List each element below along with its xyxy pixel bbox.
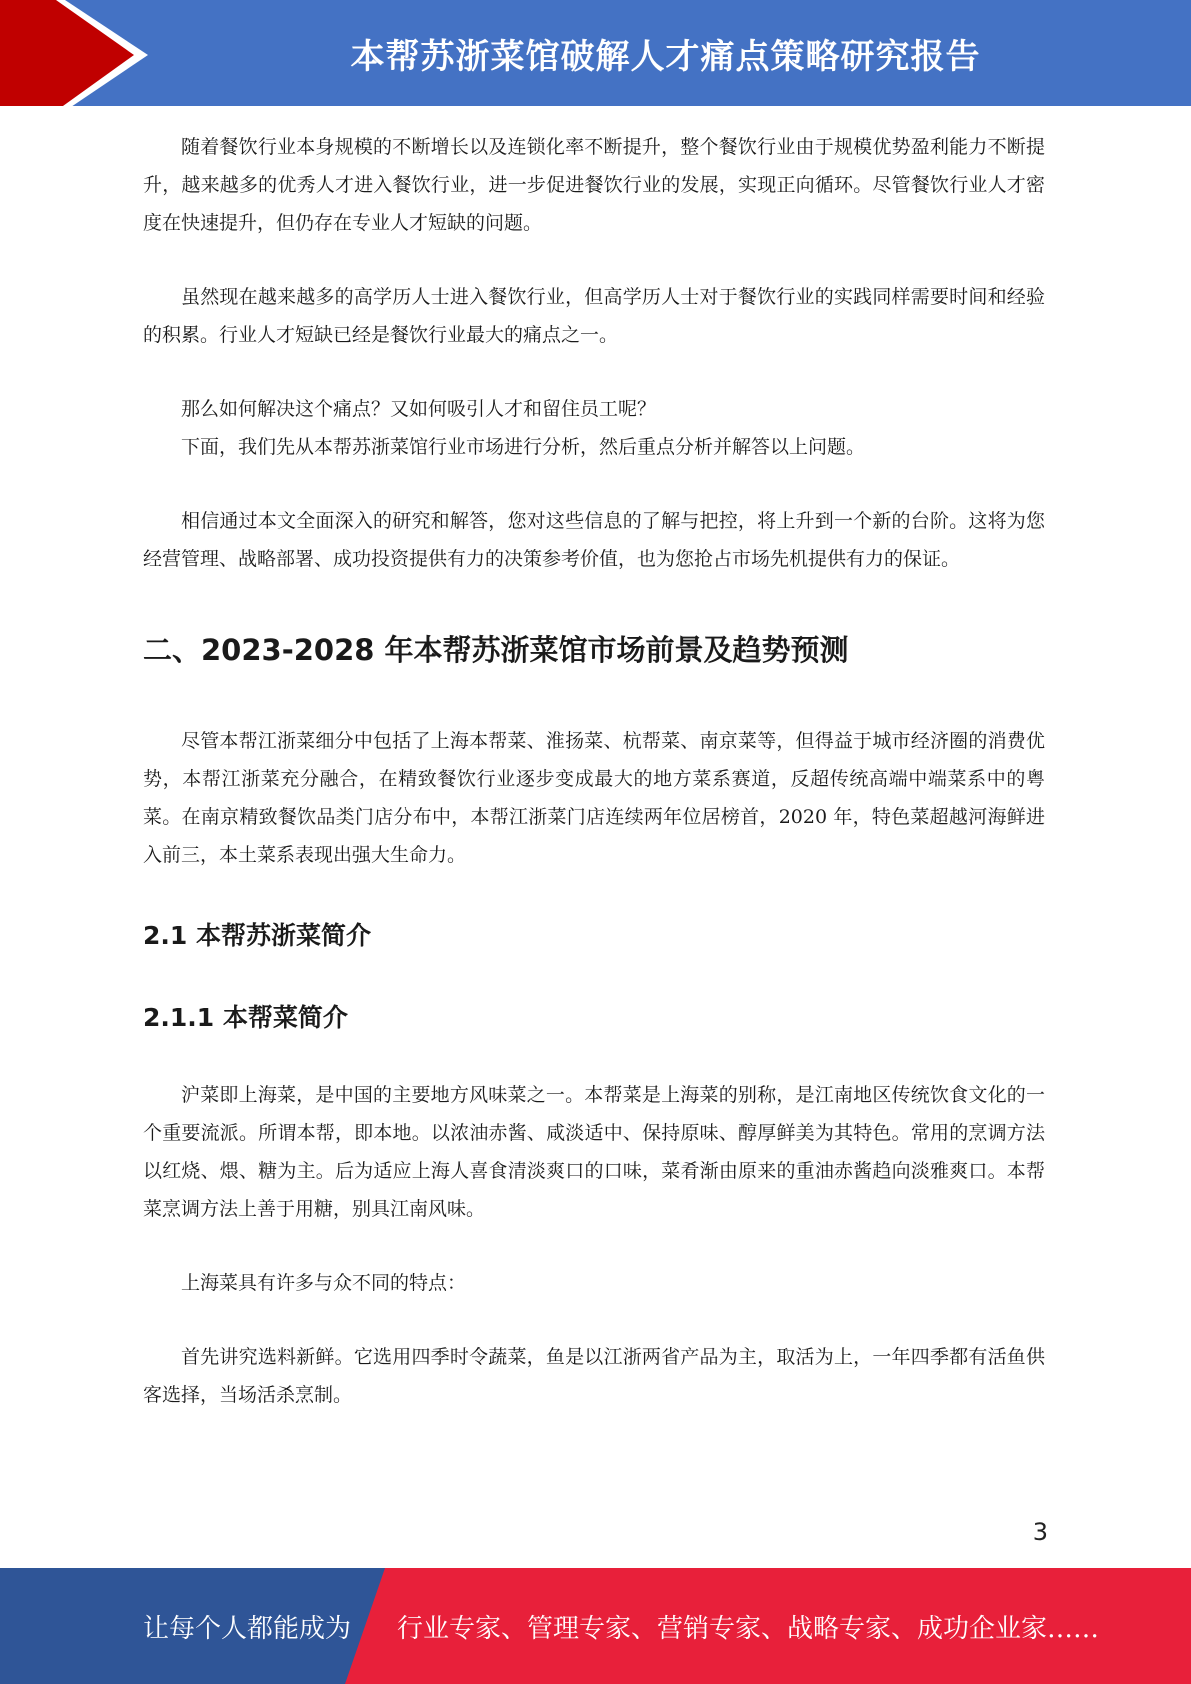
- section2-1-1-paragraph: 上海菜具有许多与众不同的特点：: [181, 1272, 467, 1294]
- report-header: [0, 0, 1191, 111]
- footer-slogan-left: 让每个人都能成为: [143, 1613, 352, 1644]
- intro-paragraph: 相信通过本文全面深入的研究和解答，您对这些信息的了解与把控，将上升到一个新的台阶。这将为您经营管理、战略部署、成功投资提供有力的决策参考价值，也为您抢占市场先机提供有力的保证。: [143, 510, 1045, 570]
- footer-slogan-right: 行业专家、管理专家、营销专家、战略专家、成功企业家……: [397, 1613, 1100, 1644]
- section2-paragraph: 尽管本帮江浙菜细分中包括了上海本帮菜、淮扬菜、杭帮菜、南京菜等，但得益于城市经济圈的消费优势，本帮江浙菜充分融合，在精致餐饮行业逐步变成最大的地方菜系赛道，反超传统高端中端菜系中的粤菜。在南京精致餐饮品类门店分布中，本帮江浙菜门店连续两年位居榜首，2020 年，特色菜超越河海鲜进入前三，本土菜系表现出强大生命力。: [143, 730, 1045, 866]
- section-heading-2-1: 2.1 本帮苏浙菜简介: [143, 921, 371, 950]
- report-title: 本帮苏浙菜馆破解人才痛点策略研究报告: [350, 36, 981, 77]
- document-body: [143, 128, 1045, 1414]
- section2-1-1-paragraph: 沪菜即上海菜，是中国的主要地方风味菜之一。本帮菜是上海菜的别称，是江南地区传统饮食文化的一个重要流派。所谓本帮，即本地。以浓油赤酱、咸淡适中、保持原味、醇厚鲜美为其特色。常用的烹调方法以红烧、煨、糖为主。后为适应上海人喜食清淡爽口的口味，菜肴渐由原来的重油赤酱趋向淡雅爽口。本帮菜烹调方法上善于用糖，别具江南风味。: [143, 1084, 1045, 1220]
- section2-1-1-paragraph: 首先讲究选料新鲜。它选用四季时令蔬菜，鱼是以江浙两省产品为主，取活为上，一年四季都有活鱼供客选择，当场活杀烹制。: [143, 1346, 1045, 1406]
- section-heading-2-1-1: 2.1.1 本帮菜简介: [143, 1003, 348, 1032]
- report-footer: [0, 1568, 1191, 1684]
- page-number: 3: [1032, 1518, 1048, 1546]
- intro-question: 那么如何解决这个痛点？又如何吸引人才和留住员工呢？: [181, 398, 657, 420]
- section-heading-2: 二、2023-2028 年本帮苏浙菜馆市场前景及趋势预测: [143, 633, 849, 667]
- intro-paragraph: 随着餐饮行业本身规模的不断增长以及连锁化率不断提升，整个餐饮行业由于规模优势盈利能力不断提升，越来越多的优秀人才进入餐饮行业，进一步促进餐饮行业的发展，实现正向循环。尽管餐饮行业人才密度在快速提升，但仍存在专业人才短缺的问题。: [143, 136, 1045, 234]
- intro-paragraph: 下面，我们先从本帮苏浙菜馆行业市场进行分析，然后重点分析并解答以上问题。: [181, 436, 866, 458]
- intro-paragraph: 虽然现在越来越多的高学历人士进入餐饮行业，但高学历人士对于餐饮行业的实践同样需要时间和经验的积累。行业人才短缺已经是餐饮行业最大的痛点之一。: [143, 286, 1045, 346]
